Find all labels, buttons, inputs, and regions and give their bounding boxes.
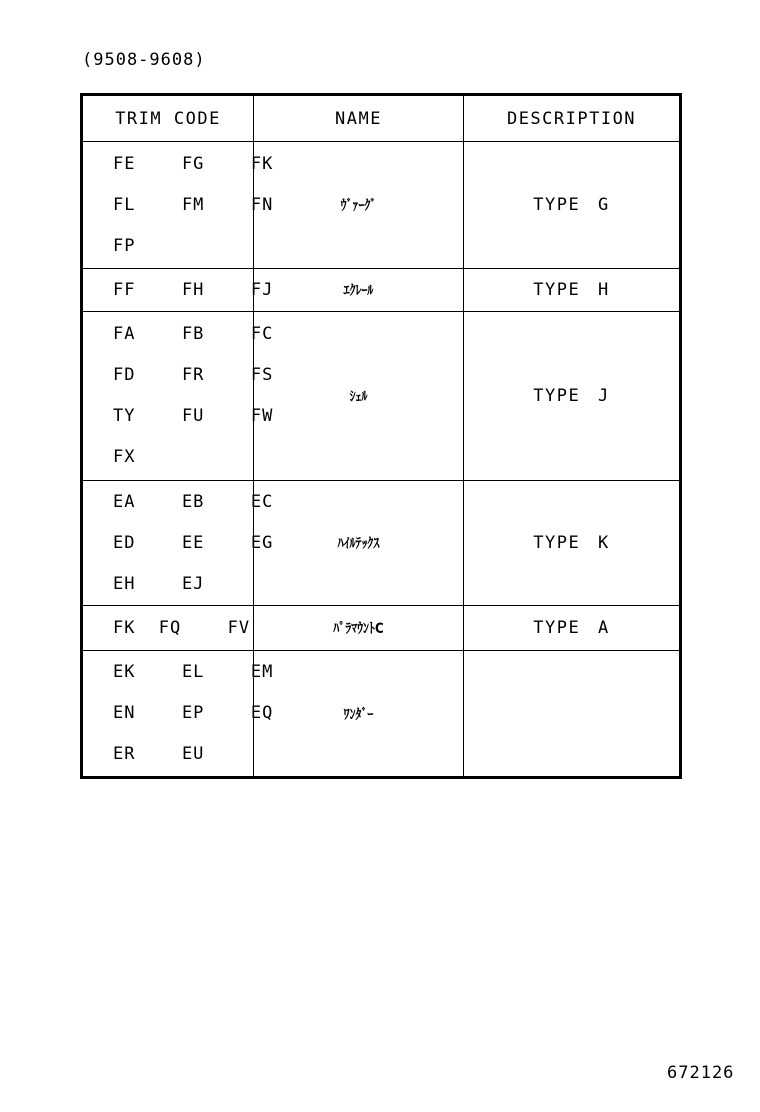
trim-codes-cell bbox=[82, 606, 254, 651]
name-cell bbox=[254, 481, 464, 606]
trim-code-line: EK EL EM bbox=[113, 662, 274, 682]
trim-description: TYPE H bbox=[533, 280, 610, 300]
trim-code-line: FD FR FS bbox=[113, 365, 274, 385]
trim-name: ｳﾞｧｰｸﾞ bbox=[340, 198, 377, 214]
table-row bbox=[82, 142, 681, 269]
table-row bbox=[82, 312, 681, 481]
trim-code-line: ER EU bbox=[113, 744, 205, 764]
description-cell bbox=[464, 312, 681, 481]
trim-name: ﾊﾟﾗﾏｳﾝﾄC bbox=[333, 621, 384, 637]
header-description: DESCRIPTION bbox=[464, 95, 681, 142]
trim-code-line: FX bbox=[113, 447, 136, 467]
trim-code-line: FP bbox=[113, 235, 136, 256]
name-cell bbox=[254, 312, 464, 481]
table-row bbox=[82, 481, 681, 606]
trim-code-line: EH EJ bbox=[113, 573, 205, 594]
trim-name: ｼｪﾙ bbox=[349, 389, 368, 405]
trim-description: TYPE J bbox=[533, 386, 610, 406]
date-range: (9508-9608) bbox=[82, 50, 206, 70]
trim-codes-cell bbox=[82, 142, 274, 269]
trim-code-line: FL FM FN bbox=[113, 194, 274, 215]
page-number: 672126 bbox=[667, 1063, 735, 1083]
description-cell bbox=[464, 142, 681, 269]
header-name: NAME bbox=[254, 95, 464, 142]
trim-codes-cell bbox=[82, 312, 274, 481]
trim-description: TYPE A bbox=[533, 618, 610, 638]
trim-codes-cell bbox=[82, 269, 274, 312]
name-cell bbox=[254, 651, 464, 778]
trim-code-line: FK FQ FV bbox=[113, 617, 251, 638]
trim-name: ﾜﾝﾀﾞｰ bbox=[343, 706, 374, 723]
trim-name: ﾊｲﾙﾃｯｸｽ bbox=[337, 536, 380, 552]
trim-codes-cell bbox=[82, 481, 274, 606]
trim-codes-cell bbox=[82, 651, 274, 778]
name-cell bbox=[254, 142, 464, 269]
trim-code-line: FF FH FJ bbox=[113, 279, 274, 300]
trim-code-line: EA EB EC bbox=[113, 491, 274, 512]
trim-code-line: FA FB FC bbox=[113, 324, 274, 344]
table-row bbox=[82, 651, 681, 778]
trim-code-table bbox=[80, 93, 682, 779]
trim-code-line: FE FG FK bbox=[113, 153, 274, 174]
table-row bbox=[82, 269, 681, 312]
trim-description: TYPE K bbox=[533, 533, 610, 553]
description-cell bbox=[464, 269, 681, 312]
trim-description: TYPE G bbox=[533, 195, 610, 215]
description-cell bbox=[464, 651, 681, 778]
trim-name: ｴｸﾚｰﾙ bbox=[343, 283, 374, 299]
description-cell bbox=[464, 606, 681, 651]
table-header-row bbox=[82, 95, 681, 142]
description-cell bbox=[464, 481, 681, 606]
trim-code-line: ED EE EG bbox=[113, 532, 274, 553]
trim-code-line: TY FU FW bbox=[113, 406, 274, 426]
trim-code-line: EN EP EQ bbox=[113, 703, 274, 723]
name-cell bbox=[254, 269, 464, 312]
name-cell bbox=[254, 606, 464, 651]
table-row bbox=[82, 606, 681, 651]
header-trim-code: TRIM CODE bbox=[82, 95, 254, 142]
